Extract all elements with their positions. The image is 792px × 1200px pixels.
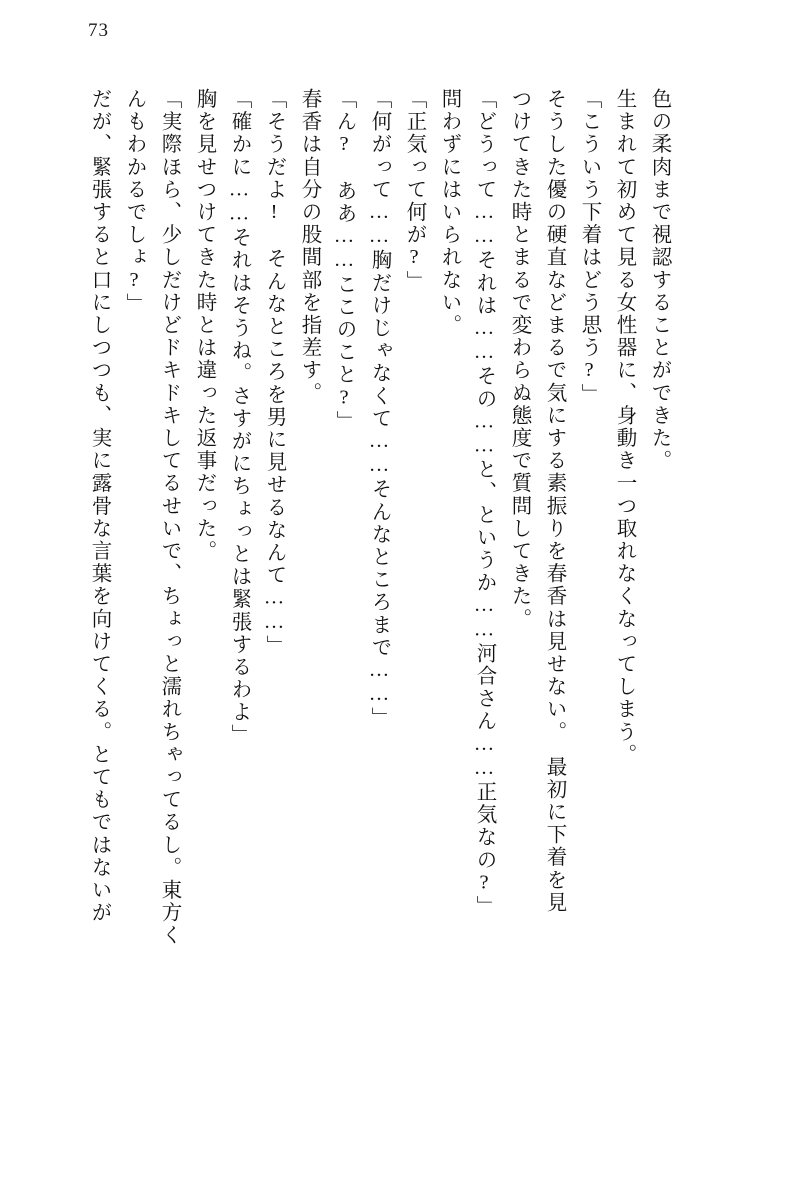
text-column: 胸を見せつけてきた時とは違った返事だった。 (193, 88, 215, 563)
text-column: んもわかるでしょ?」 (123, 88, 145, 316)
text-column: だが、緊張すると口にしつつも、実に露骨な言葉を向けてくる。とてもではないが (88, 88, 110, 925)
text-column: そうした優の硬直などまるで気にする素振りを春香は見せない。 最初に下着を見 (543, 88, 565, 914)
page-number: 73 (88, 20, 109, 41)
text-column: つけてきた時とまるで変わらぬ態度で質問してきた。 (508, 88, 530, 631)
text-column: 問わずにはいられない。 (438, 88, 460, 337)
text-column: 「どうって……それは……その……と、というか……河合さん……正気なの?」 (473, 88, 495, 919)
text-column: 「実際ほら、少しだけどドキドキしてるせいで、ちょっと濡れちゃってるし。東方く (158, 88, 180, 947)
vertical-text-block (74, 88, 714, 1148)
text-column: 「ん? ああ……ここのこと?」 (333, 88, 355, 433)
text-column: 「何がって……胸だけじゃなくて……そんなところまで……」 (368, 88, 390, 730)
text-column: 「正気って何が?」 (403, 88, 425, 293)
text-column: 「確かに……それはそうね。さすがにちょっとは緊張するわよ」 (228, 88, 250, 747)
text-column: 「こういう下着はどう思う?」 (578, 88, 600, 406)
text-column: 春香は自分の股間部を指差す。 (298, 88, 320, 405)
text-column: 生まれて初めて見る女性器に、身動き一つ取れなくなってしまう。 (613, 88, 635, 766)
text-column: 「そうだよ! そんなところを男に見せるなんて……」 (263, 88, 285, 658)
text-column: 色の柔肉まで視認することができた。 (648, 88, 670, 473)
